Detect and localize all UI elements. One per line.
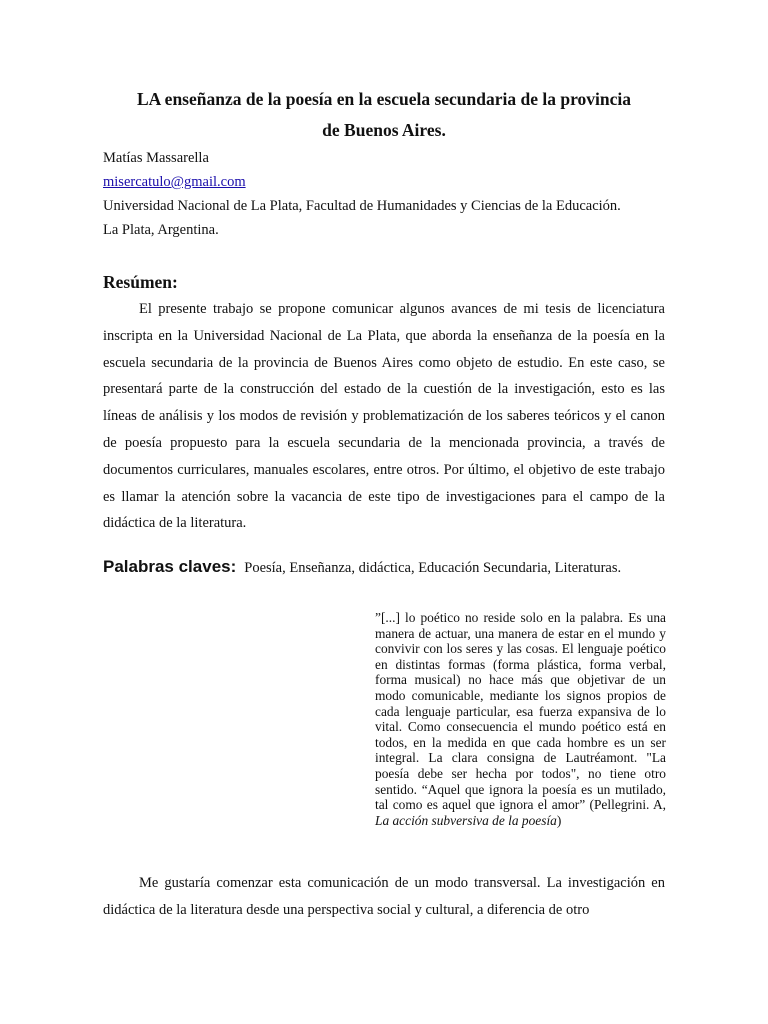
document-title-line-1: LA enseñanza de la poesía en la escuela secundaria de la provincia bbox=[136, 89, 632, 109]
author-location: La Plata, Argentina. bbox=[103, 222, 219, 238]
epigraph-text: ”[...] lo poético no reside solo en la palabra. Es una manera de actuar, una manera de estar en el mundo y convivir con los seres y las cosas. El lenguaje poético en distintas formas (forma plástica, forma verbal, forma musical) no hace más que objetivar de un modo comunicable, mediante los signos propios de cada lenguaje particular, esa fuerza expansiva de lo vital. Como consecuencia el mundo poético está en todos, en la medida en que cada hombre es un ser integral. La clara consigna de Lautréamont. "La poesía debe ser hecha por todos", no tiene otro sentido. “Aquel que ignora la poesía es un mutilado, tal como es aquel que ignora el amor” (Pellegrini. A, bbox=[375, 610, 666, 813]
keywords-line bbox=[103, 557, 621, 577]
abstract-paragraph: El presente trabajo se propone comunicar algunos avances de mi tesis de licenciatura inscripta en la Universidad Nacional de La Plata, que aborda la enseñanza de la poesía en la escuela secundaria de la provincia de Buenos Aires como objeto de estudio. En este caso, se presentará parte de la construcción del estado de la cuestión de la investigación, esto es las líneas de análisis y los modos de revisión y problematización de los saberes teóricos y el canon de poesía propuesto para la escuela secundaria de la mencionada provincia, a través de documentos curriculares, manuales escolares, entre otros. Por último, el objetivo de este trabajo es llamar la atención sobre la vacancia de este tipo de investigaciones para el campo de la didáctica de la literatura. bbox=[103, 301, 665, 532]
author-email-link[interactable]: misercatulo@gmail.com bbox=[103, 174, 246, 190]
author-name: Matías Massarella bbox=[103, 150, 209, 166]
keywords-list: Poesía, Enseñanza, didáctica, Educación Secundaria, Literaturas. bbox=[244, 560, 622, 576]
document-title-line-2: de Buenos Aires. bbox=[322, 120, 446, 140]
epigraph-close: ) bbox=[556, 812, 562, 828]
keywords-label: Palabras claves: bbox=[103, 557, 237, 576]
author-affiliation: Universidad Nacional de La Plata, Facultad de Humanidades y Ciencias de la Educación. bbox=[103, 198, 621, 214]
abstract-heading: Resúmen: bbox=[103, 272, 178, 292]
epigraph-quote bbox=[375, 610, 666, 828]
body-paragraph: Me gustaría comenzar esta comunicación de un modo transversal. La investigación en didáctica de la literatura desde una perspectiva social y cultural, a diferencia de otro bbox=[103, 875, 665, 918]
epigraph-source-title: La acción subversiva de la poesía bbox=[375, 812, 557, 828]
